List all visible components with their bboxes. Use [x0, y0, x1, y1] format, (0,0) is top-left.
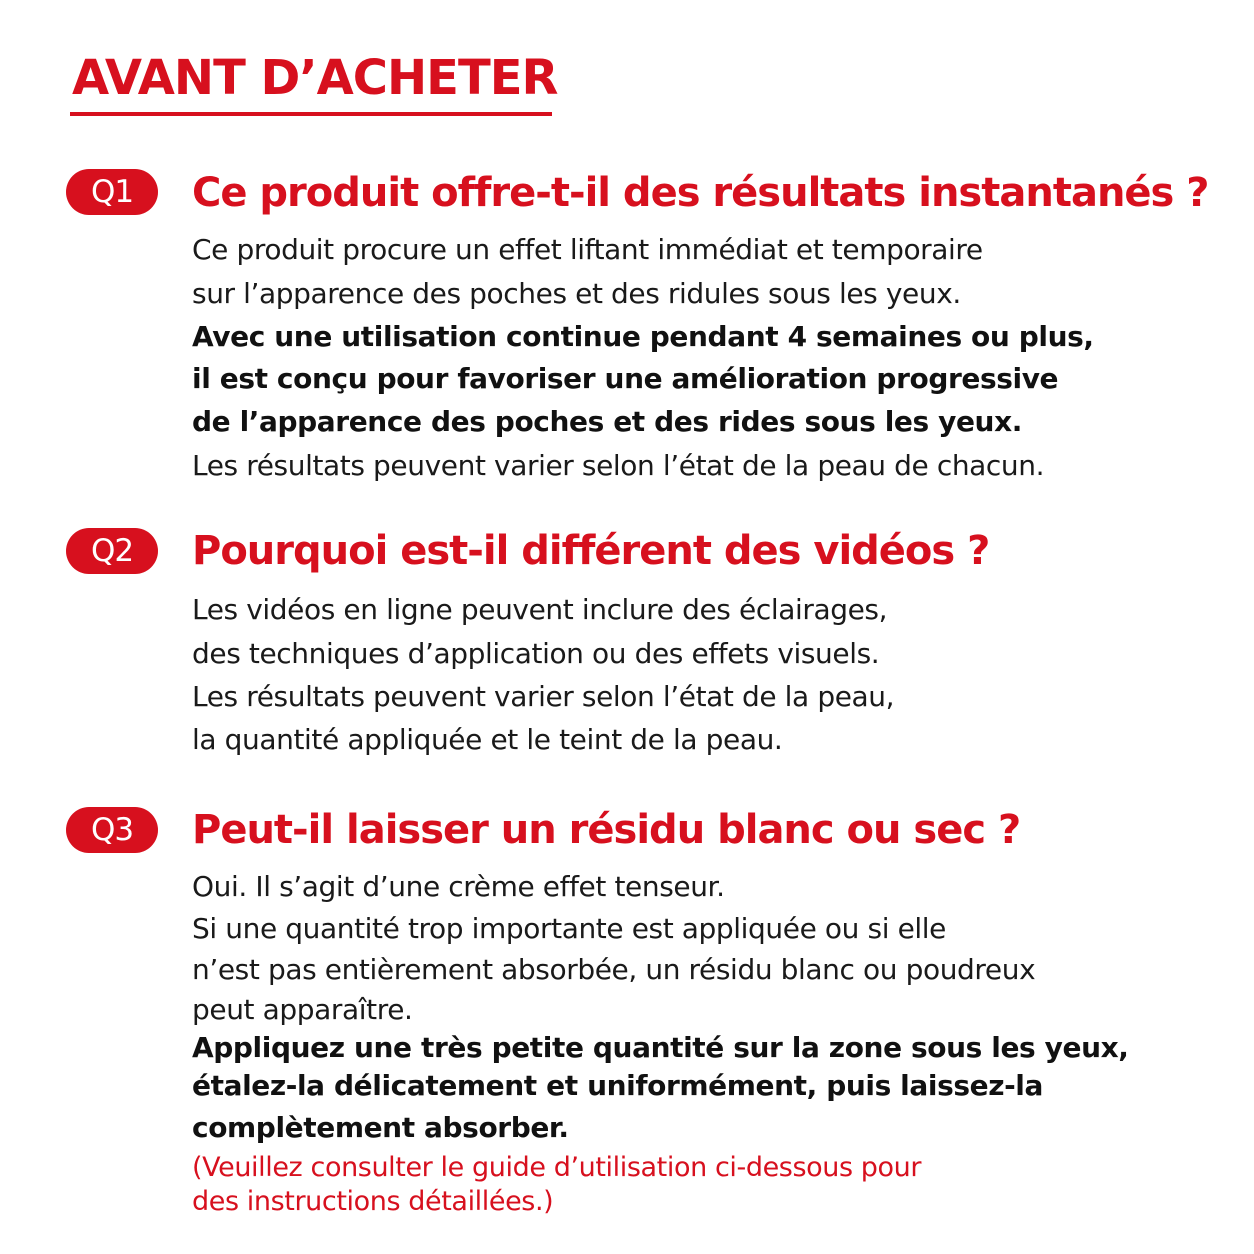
question-title: Pourquoi est-il différent des vidéos ?: [192, 528, 990, 574]
question-badge: Q1: [66, 169, 158, 215]
answer-line-bold: Appliquez une très petite quantité sur la zone sous les yeux,: [192, 1031, 1129, 1064]
answer-line-bold: complètement absorber.: [192, 1111, 569, 1144]
answer-text: [192, 866, 1202, 1219]
answer-line: n’est pas entièrement absorbée, un résidu blanc ou poudreux: [192, 953, 1036, 986]
answer-line: peut apparaître.: [192, 993, 413, 1026]
answer-line: Ce produit procure un effet liftant immédiat et temporaire: [192, 233, 983, 266]
page-title: AVANT D’ACHETER: [72, 50, 558, 106]
answer-line: sur l’apparence des poches et des ridules sous les yeux.: [192, 277, 961, 310]
answer-text: [192, 228, 1202, 488]
answer-note: des instructions détaillées.): [192, 1186, 554, 1217]
answer-line-bold: Avec une utilisation continue pendant 4 semaines ou plus,: [192, 320, 1094, 353]
answer-line: Les résultats peuvent varier selon l’état de la peau de chacun.: [192, 449, 1045, 482]
question-badge: Q3: [66, 807, 158, 853]
question-title: Peut-il laisser un résidu blanc ou sec ?: [192, 807, 1021, 853]
answer-line-bold: étalez-la délicatement et uniformément, puis laissez-la: [192, 1069, 1044, 1102]
answer-line: Les résultats peuvent varier selon l’état de la peau,: [192, 680, 895, 713]
title-underline: [70, 112, 552, 116]
answer-note: (Veuillez consulter le guide d’utilisation ci-dessous pour: [192, 1152, 922, 1183]
answer-line: la quantité appliquée et le teint de la peau.: [192, 723, 783, 756]
answer-line: des techniques d’application ou des effets visuels.: [192, 637, 880, 670]
answer-line-bold: de l’apparence des poches et des rides sous les yeux.: [192, 405, 1022, 438]
answer-line: Si une quantité trop importante est appliquée ou si elle: [192, 912, 946, 945]
answer-line-bold: il est conçu pour favoriser une amélioration progressive: [192, 362, 1059, 395]
question-badge: Q2: [66, 528, 158, 574]
answer-line: Les vidéos en ligne peuvent inclure des éclairages,: [192, 593, 888, 626]
question-title: Ce produit offre-t-il des résultats instantanés ?: [192, 170, 1209, 216]
answer-text: [192, 588, 1202, 762]
answer-line: Oui. Il s’agit d’une crème effet tenseur.: [192, 870, 725, 903]
